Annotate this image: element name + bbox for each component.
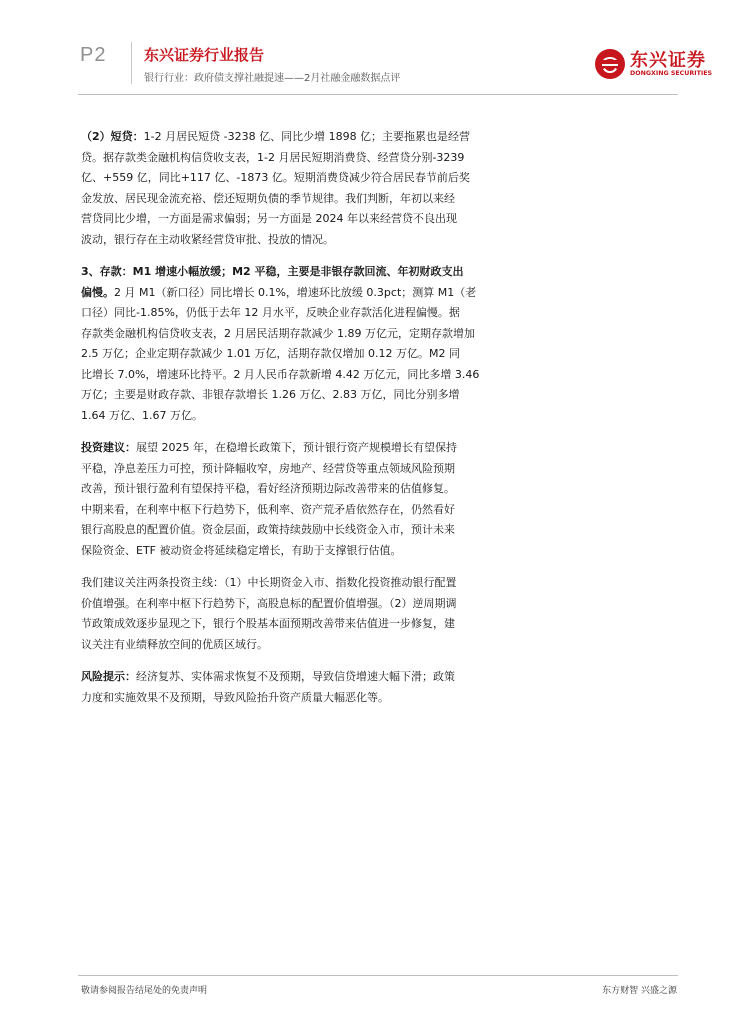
logo-text-cn: 东兴证券 (630, 50, 706, 71)
footer-disclaimer: 敬请参阅报告结尾处的免责声明 (81, 986, 208, 996)
text-line (81, 688, 677, 709)
header-divider (131, 42, 132, 84)
text-line (81, 168, 677, 189)
body-text: 展望 2025 年，在稳增长政策下，预计银行资产规模增长有望保持 (136, 441, 457, 454)
bold-lead-text: 投资建议： (81, 441, 136, 454)
body-text: 万亿；主要是财政存款、非银存款增长 1.26 万亿、2.83 万亿，同比分别多增 (81, 388, 460, 401)
body-text: 保险资金、ETF 被动资金将延续稳定增长，有助于支撑银行估值。 (81, 543, 402, 557)
body-text: 金发放、居民现金流充裕、偿还短期负债的季节规律。我们判断，年初以来经 (81, 191, 455, 205)
body-text: 经济复苏、实体需求恢复不及预期，导致信贷增速大幅下滑；政策 (136, 670, 455, 683)
text-line (81, 324, 677, 345)
body-text: 改善，预计银行盈利有望保持平稳，看好经济预期边际改善带来的估值修复。 (81, 482, 455, 495)
body-text: 我们建议关注两条投资主线：（1）中长期资金入市、指数化投资推动银行配置 (81, 576, 457, 589)
text-line (81, 438, 677, 459)
body-text: 银行高股息的配置价值。资金层面，政策持续鼓励中长线资金入市，预计未来 (81, 523, 455, 536)
body-text: 贷。据存款类金融机构信贷收支表，1-2 月居民短期消费贷、经营贷分别-3239 (81, 150, 465, 164)
text-line (81, 406, 677, 427)
text-line (81, 541, 677, 562)
text-line (81, 127, 677, 148)
company-logo (594, 44, 713, 86)
body-text: 力度和实施效果不及预期，导致风险抬升资产质量大幅恶化等。 (81, 690, 389, 704)
body-text: 中期来看，在利率中枢下行趋势下，低利率、资产荒矛盾依然存在，仍然看好 (81, 502, 455, 516)
text-line (81, 385, 677, 406)
bold-lead-text: 风险提示： (81, 670, 136, 683)
paragraph (81, 438, 677, 561)
text-line (81, 189, 677, 210)
text-line (81, 635, 677, 656)
text-line (81, 209, 677, 230)
paragraph (81, 573, 677, 655)
text-line (81, 459, 677, 480)
text-line (81, 500, 677, 521)
logo-text-en: DONGXING SECURITIES (630, 70, 713, 77)
text-line (81, 667, 677, 688)
text-line (81, 365, 677, 386)
body-text: 存款类金融机构信贷收支表，2 月居民活期存款减少 1.89 万亿元，定期存款增加 (81, 326, 475, 340)
text-line (81, 479, 677, 500)
text-line (81, 303, 677, 324)
body-text: 口径）同比-1.85%，仍低于去年 12 月水平，反映企业存款活化进程偏慢。据 (81, 306, 460, 319)
text-line (81, 262, 677, 283)
report-body (81, 127, 677, 720)
body-text: 节政策成效逐步显现之下，银行个股基本面预期改善带来估值进一步修复，建 (81, 617, 455, 630)
text-line (81, 344, 677, 365)
body-text: 2.5 万亿；企业定期存款减少 1.01 万亿，活期存款仅增加 0.12 万亿。M2 同 (81, 347, 460, 360)
body-text: 价值增强。在利率中枢下行趋势下，高股息标的配置价值增强。（2）逆周期调 (81, 596, 457, 610)
text-line (81, 594, 677, 615)
body-text: 波动，银行存在主动收紧经营贷审批、投放的情况。 (81, 232, 334, 246)
paragraph (81, 127, 677, 250)
bold-lead-text: （2）短贷： (81, 130, 144, 143)
paragraph (81, 667, 677, 708)
bold-lead-text: 3、存款：M1 增速小幅放缓；M2 平稳，主要是非银存款回流、年初财政支出 (81, 265, 464, 278)
text-line (81, 520, 677, 541)
page-number: P2 (80, 44, 107, 66)
body-text: 亿、+559 亿，同比+117 亿、-1873 亿。短期消费贷减少符合居民春节前后奖 (81, 171, 470, 184)
text-line (81, 283, 677, 304)
text-line (81, 230, 677, 251)
text-line (81, 148, 677, 169)
body-text: 2 月 M1（新口径）同比增长 0.1%，增速环比放缓 0.3pct；测算 M1（老 (114, 285, 477, 299)
body-text: 1-2 月居民短贷 -3238 亿、同比少增 1898 亿；主要拖累也是经营 (143, 130, 471, 143)
body-text: 平稳，净息差压力可控，预计降幅收窄，房地产、经营贷等重点领域风险预期 (81, 461, 455, 475)
body-text: 营贷同比少增，一方面是需求偏弱；另一方面是 2024 年以来经营贷不良出现 (81, 212, 457, 225)
footer-rule (78, 975, 678, 976)
dongxing-logo-icon (594, 48, 626, 80)
footer-slogan: 东方财智 兴盛之源 (602, 986, 677, 996)
paragraph (81, 262, 677, 426)
report-title: 东兴证券行业报告 (144, 46, 265, 64)
header-rule (78, 94, 678, 95)
report-subtitle: 银行行业：政府债支撑社融提速——2月社融金融数据点评 (144, 73, 401, 84)
body-text: 比增长 7.0%，增速环比持平。2 月人民币存款新增 4.42 万亿元，同比多增 3.46 (81, 367, 480, 381)
text-line (81, 614, 677, 635)
body-text: 议关注有业绩释放空间的优质区域行。 (81, 637, 268, 651)
bold-lead-text: 偏慢。 (81, 285, 114, 299)
text-line (81, 573, 677, 594)
body-text: 1.64 万亿、1.67 万亿。 (81, 408, 203, 422)
